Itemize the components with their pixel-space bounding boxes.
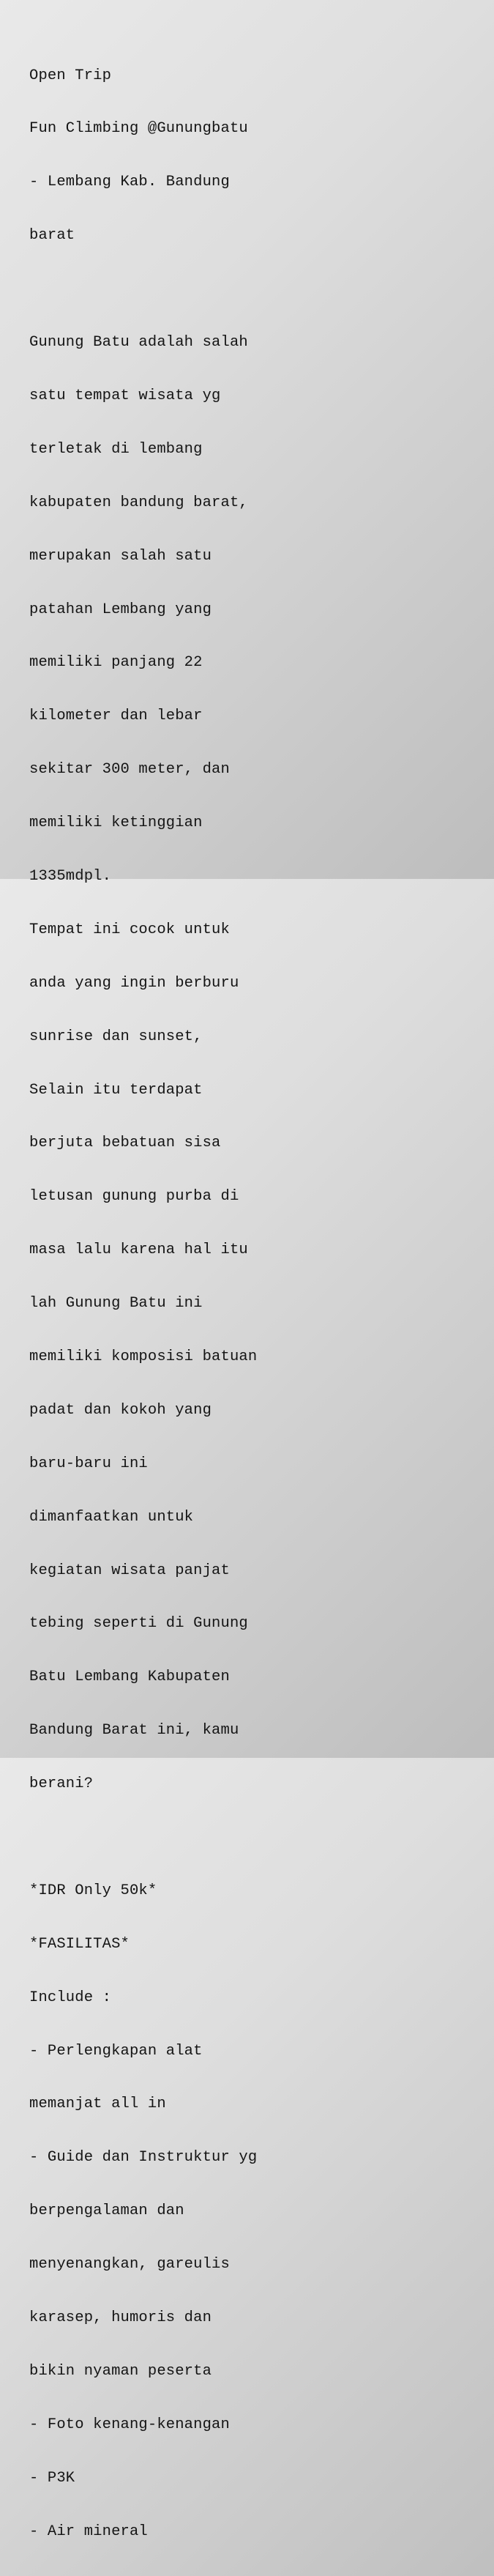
description-line: Gunung Batu adalah salah (29, 334, 248, 352)
include-label: Include : (29, 1989, 112, 2006)
blank-line (29, 1829, 476, 1846)
facility-line: - Air mineral (29, 2523, 148, 2540)
description-line: memiliki ketinggian (29, 814, 203, 832)
description-line: sunrise dan sunset, (29, 1028, 203, 1045)
description-line: kabupaten bandung barat, (29, 494, 248, 511)
description-line: lah Gunung Batu ini (29, 1295, 203, 1313)
description-line: kilometer dan lebar (29, 708, 203, 725)
facility-line: bikin nyaman peserta (29, 2362, 212, 2380)
description-line: dimanfaatkan untuk (29, 1508, 194, 1526)
story-text (29, 31, 476, 2576)
description-line: sekitar 300 meter, dan (29, 761, 230, 779)
facility-line: - P3K (29, 2469, 75, 2487)
description-line: terletak di lembang (29, 440, 203, 458)
description-line: berani? (29, 1775, 94, 1793)
description-line: masa lalu karena hal itu (29, 1241, 248, 1259)
facility-line: memanjat all in (29, 2096, 166, 2113)
facilities-heading: *FASILITAS* (29, 1935, 130, 1953)
facility-line: - Guide dan Instruktur yg (29, 2149, 258, 2167)
description-line: tebing seperti di Gunung (29, 1615, 248, 1633)
description-line: Selain itu terdapat (29, 1081, 203, 1099)
title-line: Fun Climbing @Gunungbatu (29, 120, 248, 138)
blank-line (29, 281, 476, 298)
description-line: satu tempat wisata yg (29, 387, 221, 404)
facility-line: - Foto kenang-kenangan (29, 2416, 230, 2433)
description-line: Batu Lembang Kabupaten (29, 1669, 230, 1686)
price-line: *IDR Only 50k* (29, 1882, 157, 1899)
description-line: baru-baru ini (29, 1455, 148, 1472)
title-line: Open Trip (29, 67, 112, 84)
facility-line: berpengalaman dan (29, 2202, 184, 2220)
title-line: barat (29, 227, 75, 245)
facility-line: menyenangkan, gareulis (29, 2256, 230, 2274)
description-line: Bandung Barat ini, kamu (29, 1722, 239, 1740)
description-line: letusan gunung purba di (29, 1188, 239, 1206)
description-line: 1335mdpl. (29, 867, 112, 885)
description-line: memiliki komposisi batuan (29, 1348, 258, 1365)
facility-line: - Perlengkapan alat (29, 2042, 203, 2060)
facility-line: karasep, humoris dan (29, 2309, 212, 2326)
title-line: - Lembang Kab. Bandung (29, 174, 230, 191)
description-line: kegiatan wisata panjat (29, 1562, 230, 1579)
description-line: memiliki panjang 22 (29, 654, 203, 672)
description-line: merupakan salah satu (29, 547, 212, 565)
description-line: padat dan kokoh yang (29, 1401, 212, 1419)
description-line: patahan Lembang yang (29, 601, 212, 618)
description-line: anda yang ingin berburu (29, 974, 239, 992)
description-line: berjuta bebatuan sisa (29, 1135, 221, 1152)
description-line: Tempat ini cocok untuk (29, 921, 230, 938)
